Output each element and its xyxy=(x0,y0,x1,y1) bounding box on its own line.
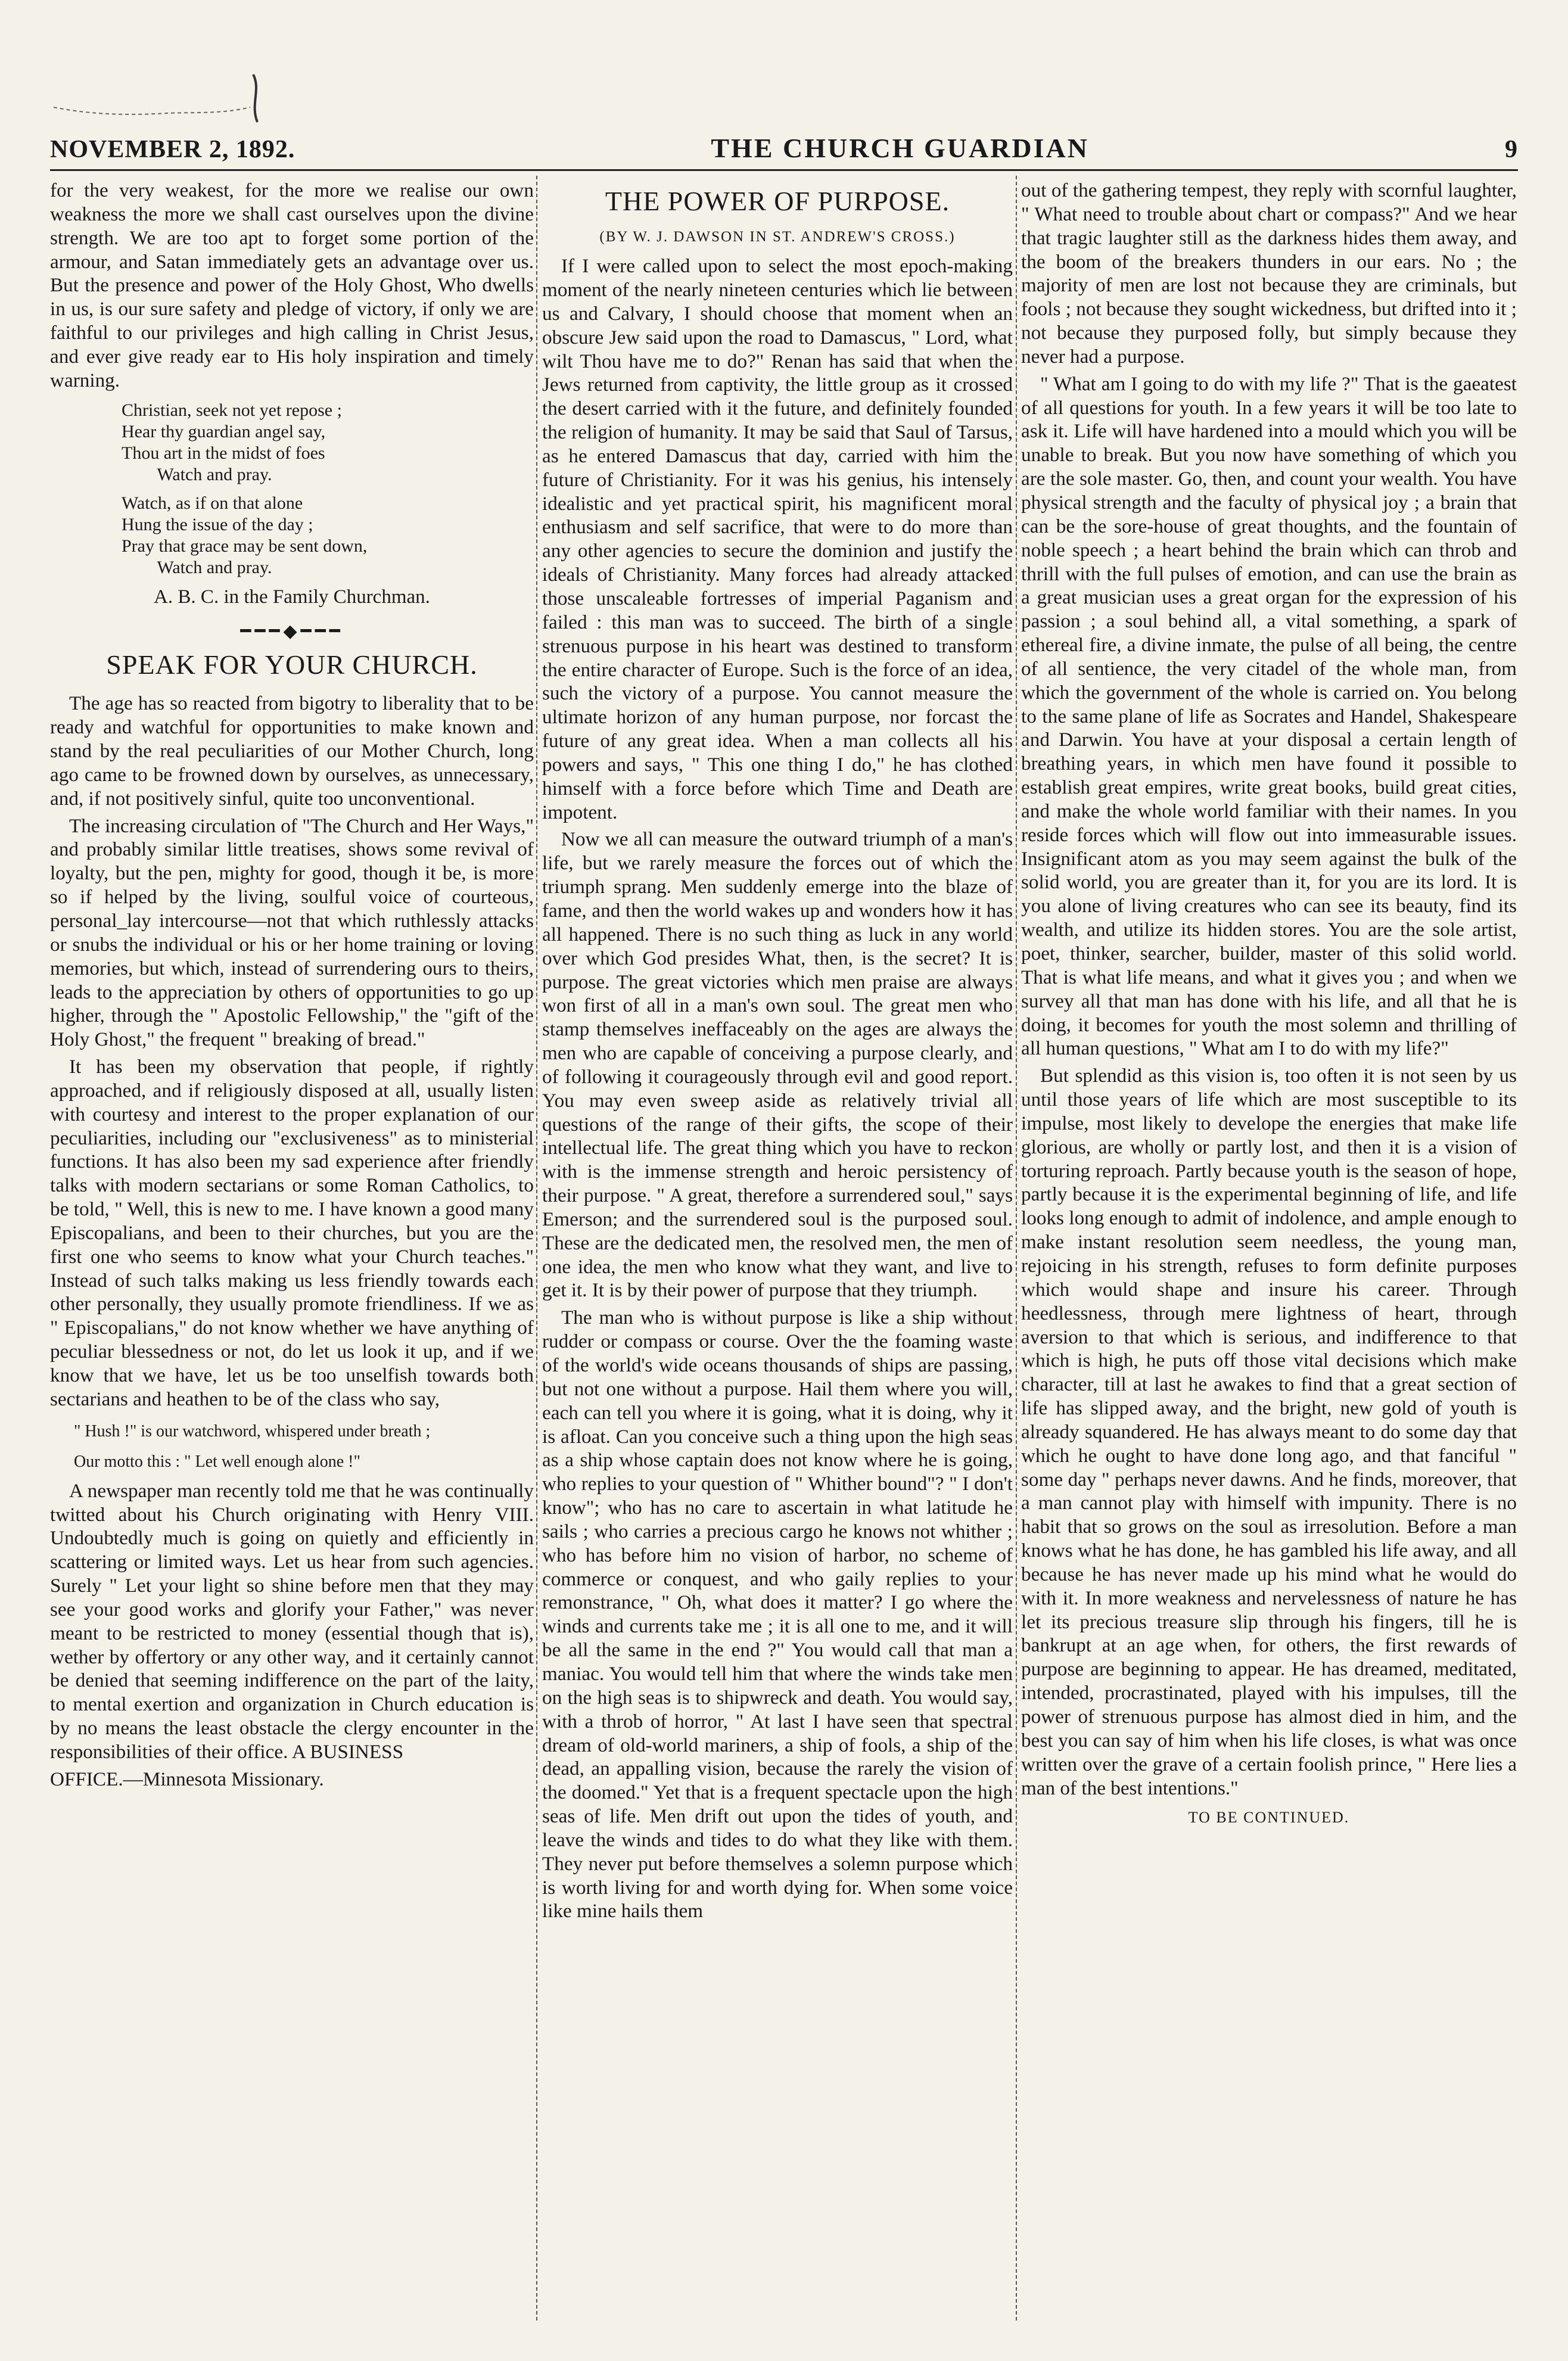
section-ornament: ━━━◆━━━ xyxy=(240,621,344,642)
article-paragraph: It has been my observation that people, if rightly approached, and if religiously disposed at all, usually listen with courtesy and interest to the proper explanation of our peculiarities, including our "exclusiveness" as to ministerial functions. It has also been my sad experience after friendly talks with modern sectarians or some Roman Catholics, to be told, " Well, this is new to me. I have known a good many Episcopalians, and been to their churches, but you are the first one who seems to know what your Church teaches." Instead of such talks making us less friendly towards each other personally, they usually promote friendliness. If we as " Episcopalians," do not know whether we have anything of peculiar blessedness or not, do let us look it up, and if we know that we have, let us be too unselfish towards both sectarians and heathen to be of the class who say, xyxy=(50,1056,534,1410)
article-paragraph: out of the gathering tempest, they reply with scornful laughter, " What need to trouble about chart or compass?" And we hear that tragic laughter still as the darkness hides them away, and the boom of the breakers thunders in our ears. No ; the majority of men are lost not because they are criminals, but fools ; not because they sought wickedness, but drifted into it ; not because they purposed folly, but simply because they never had a purpose. xyxy=(1021,179,1517,368)
article-paragraph: But splendid as this vision is, too often it is not seen by us until those years of life which are most susceptible to its impulse, most likely to develope the energies that make life glorious, are wholly or partly lost, and then it is a vision of torturing reproach. Partly because youth is the season of hope, partly because it is the experimental beginning of life, and life looks long enough to admit of indolence, and ample enough to make instant resolution seem needless, the young man, rejoicing in his strength, refuses to form definite purposes which would shape and insure his career. Through heedlessness, through mere lightness of heart, through aversion to that which is serious, and indifference to that which is high, he puts off those vital decisions which make character, till at last he awakes to find that a great section of life has slipped away, and the bright, new gold of youth is already squandered. He has always meant to do some day that which he ought to have done long ago, and that fanciful " some day " perhaps never dawns. And he finds, moreover, that a man cannot play with himself with impunity. There is no habit that so grows on the soul as irresolution. Before a man knows what he has done, he has gambled his life away, and all because he has never made up his mind what he would do with it. In more weakness and nervelessness of nature he has let its precious treasure slip through his fingers, till he is bankrupt at an age when, for others, the first rewards of purpose are beginning to appear. He has dreamed, meditated, intended, procrastinated, played with his impulses, till the power of strenuous purpose has almost died in him, and the best you can say of him when his life closes, is what was once written over the grave of a certain foolish prince, " Here lies a man of the best intentions." xyxy=(1021,1065,1517,1799)
poem-stanza-1 xyxy=(122,400,534,486)
article-paragraph: The increasing circulation of "The Church and Her Ways," and probably similar little treatises, shows some revival of loyalty, but the pen, mighty for good, though it be, is more so if helped by the living, soulful voice of courteous, personal_lay intercourse—not that which ruthlessly attacks or snubs the individual or his or her home training or loving memories, but which, instead of surrendering ours to theirs, leads to the appreciation by others of opportunities to go up higher, through the " Apostolic Fellowship," the "gift of the Holy Ghost," the frequent " breaking of bread." xyxy=(50,814,534,1051)
article-byline: (BY W. J. DAWSON IN ST. ANDREW'S CROSS.) xyxy=(599,229,956,245)
article-paragraph: " What am I going to do with my life ?" That is the gaeatest of all questions for youth. In a few years it will be too late to ask it. Life will have hardened into a mould which you will be unable to break. But you now have something of which you are the sole master. Go, then, and count your wealth. You have physical strength and the faculty of physical joy ; a brain that can be the sore-house of great thoughts, and the fountain of noble speech ; a heart behind the brain which can throb and thrill with the full pulses of emotion, and can use the brain as a great musician uses a great organ for the expression of his passion ; a soul behind all, a vital something, a spark of ethereal fire, a divine inmate, the pulse of all being, the centre of all sentience, the very citadel of the whole man, from which the government of the whole is carried on. You belong to the same plane of life as Socrates and Handel, Shakespeare and Darwin. You have at your disposal a certain length of breathing years, in which men have found it possible to establish great empires, write great books, build great cities, and make the whole world familiar with their names. In you reside forces which will flow out into immeasurable issues. Insignificant atom as you may seem against the bulk of the solid world, you are greater than it, for you are its lord. It is you alone of living creatures who can see its beauty, find its wealth, and utilize its hidden stores. You are the sole artist, poet, thinker, searcher, builder, master of this solid world. That is what life means, and what it gives you ; and when we survey all that man has done with his life, and all that he is doing, it becomes for youth the most solemn and thrilling of all human questions, " What am I to do with my life?" xyxy=(1021,372,1517,1060)
column-2 xyxy=(542,179,1013,2323)
poem-line: Watch and pray. xyxy=(122,464,272,484)
article-heading: SPEAK FOR YOUR CHURCH. xyxy=(106,649,478,680)
poem-line: Watch and pray. xyxy=(122,557,272,577)
poem-line: Thou art in the midst of foes xyxy=(122,443,325,463)
pencil-scribble-mark xyxy=(48,71,274,128)
quoted-verse-line: Our motto this : " Let well enough alone !" xyxy=(74,1452,360,1471)
poem-line: Watch, as if on that alone xyxy=(122,493,303,513)
article-paragraph: If I were called upon to select the most epoch-making moment of the nearly nineteen centuries which lie between us and Calvary, I should choose that moment when an obscure Jew said upon the road to Damascus, " Lord, what wilt Thou have me to do?" Renan has said that when the Jews returned from captivity, the little group as it crossed the desert carried with it the future, and definitely founded the religion of humanity. It may be said that Saul of Tarsus, as he entered Damascus that day, carried with him the future of Christianity. For it was his genius, his intensely idealistic and yet practical spirit, his magnificent moral enthusiasm and self sacrifice, that were to do more than any other agencies to secure the dominion and justify the ideals of Christianity. Many forces had already attacked those unscaleable fortresses of imperial Paganism and failed : this man was to succeed. The birth of a single strenuous purpose in his heart was destined to transform the entire character of Europe. Such is the force of an idea, such the victory of a purpose. You cannot measure the ultimate horizon of any human purpose, nor forcast the future of any great idea. When a man collects all his powers and says, " This one thing I do," he has clothed himself with a force before which Time and Death are impotent. xyxy=(542,255,1013,823)
header-rule xyxy=(50,169,1518,171)
column-1 xyxy=(50,179,534,2323)
article-continuation: for the very weakest, for the more we realise our own weakness the more we shall cast ourselves upon the divine strength. We are too apt to forget some portion of the armour, and Satan immediately gets an advantage over us. But the presence and power of the Holy Ghost, Who dwells in us, is our sure safety and pledge of victory, if only we are faithful to our privileges and high calling in Christ Jesus, and ever give ready ear to His holy inspiration and timely warning. xyxy=(50,179,534,391)
newspaper-title: THE CHURCH GUARDIAN xyxy=(711,133,1089,163)
article-signature: OFFICE.—Minnesota Missionary. xyxy=(50,1768,324,1790)
column-3 xyxy=(1021,179,1517,2323)
article-paragraph: The age has so reacted from bigotry to liberality that to be ready and watchful for opportunities to make known and stand by the real peculiarities of our Mother Church, long ago came to be frowned down by ourselves, as unnecessary, and, if not positively sinful, quite too unconventional. xyxy=(50,692,534,810)
page-header xyxy=(50,128,1518,164)
poem-attribution: A. B. C. in the Family Churchman. xyxy=(154,586,430,608)
poem-line: Pray that grace may be sent down, xyxy=(122,536,368,556)
issue-date: NOVEMBER 2, 1892. xyxy=(50,136,295,163)
poem-line: Christian, seek not yet repose ; xyxy=(122,400,342,420)
article-paragraph: The man who is without purpose is like a ship without rudder or compass or course. Over the the foaming waste of the world's wide oceans thousands of ships are passing, but not one without a purpose. Hail them where you will, each can tell you where it is going, what it is doing, why it is afloat. Can you conceive such a thing upon the high seas as a ship whose captain does not know where he is going, who replies to your question of " Whither bound"? " I don't know"; who has no care to ascertain in what latitude he sails ; who carries a precious cargo he knows not whither ; who has before him no vision of harbor, no scheme of commerce or conquest, and who gaily replies to your remonstrance, " Oh, what does it matter? I go where the winds and currents take me ; it is all one to me, and it will be all the same in the end ?" You would call that man a maniac. You would tell him that where the winds take men on the high seas is to shipwreck and death. You would say, with a throb of horror, " At last I have seen that spectral dream of old-world mariners, a ship of fools, a ship of the dead, an appalling vision, because the rarely the vision of the doomed." Yet that is a frequent spectacle upon the high seas of life. Men drift out upon the tides of youth, and leave the winds and tides to do what they like with them. They never put before themselves a solemn purpose which is worth living for and worth dying for. When some voice like mine hails them xyxy=(542,1307,1013,1923)
continued-notice: TO BE CONTINUED. xyxy=(1188,1809,1350,1827)
article-paragraph: A newspaper man recently told me that he was continually twitted about his Church originating with Henry VIII. Undoubtedly much is going on quietly and efficiently in scattering or limited ways. Let us hear from such agencies. Surely " Let your light so shine before men that they may see your good works and glorify your Father," was never meant to be restricted to money (essential though that is), wether by offertory or any other way, and it certainly cannot be denied that seeming indifference on the part of the laity, to mental exertion and organization in Church education is by no means the least obstacle the clergy encounter in the responsibilities of their office. A BUSINESS xyxy=(50,1479,534,1763)
column-divider xyxy=(1016,176,1017,2320)
article-heading: THE POWER OF PURPOSE. xyxy=(605,186,950,216)
page-number: 9 xyxy=(1504,136,1518,163)
column-divider xyxy=(536,176,537,2320)
poem-stanza-2 xyxy=(122,493,534,578)
poem-line: Hear thy guardian angel say, xyxy=(122,421,326,441)
poem-line: Hung the issue of the day ; xyxy=(122,514,313,534)
quoted-verse-line: " Hush !" is our watchword, whispered under breath ; xyxy=(74,1421,431,1441)
article-paragraph: Now we all can measure the outward triumph of a man's life, but we rarely measure the forces out of which the triumph sprang. Men suddenly emerge into the blaze of fame, and then the world wakes up and wonders how it has all happened. There is no such thing as luck in any world over which God presides What, then, is the secret? It is purpose. The great victories which men praise are always won first of all in a man's own soul. The great men who stamp themselves ineffaceably on the ages are always the men who are capable of conceiving a purpose clearly, and of following it courageously through evil and good report. You may even sweep aside as relatively trivial all questions of the range of their gifts, the scope of their intellectual life. The great thing which you have to reckon with is the immense strength and heroic persistency of their purpose. " A great, therefore a surrendered soul," says Emerson; and the surrendered soul is the purposed soul. These are the dedicated men, the resolved men, the men of one idea, the men who know what they want, and live to get it. It is by their power of purpose that they triumph. xyxy=(542,828,1013,1302)
